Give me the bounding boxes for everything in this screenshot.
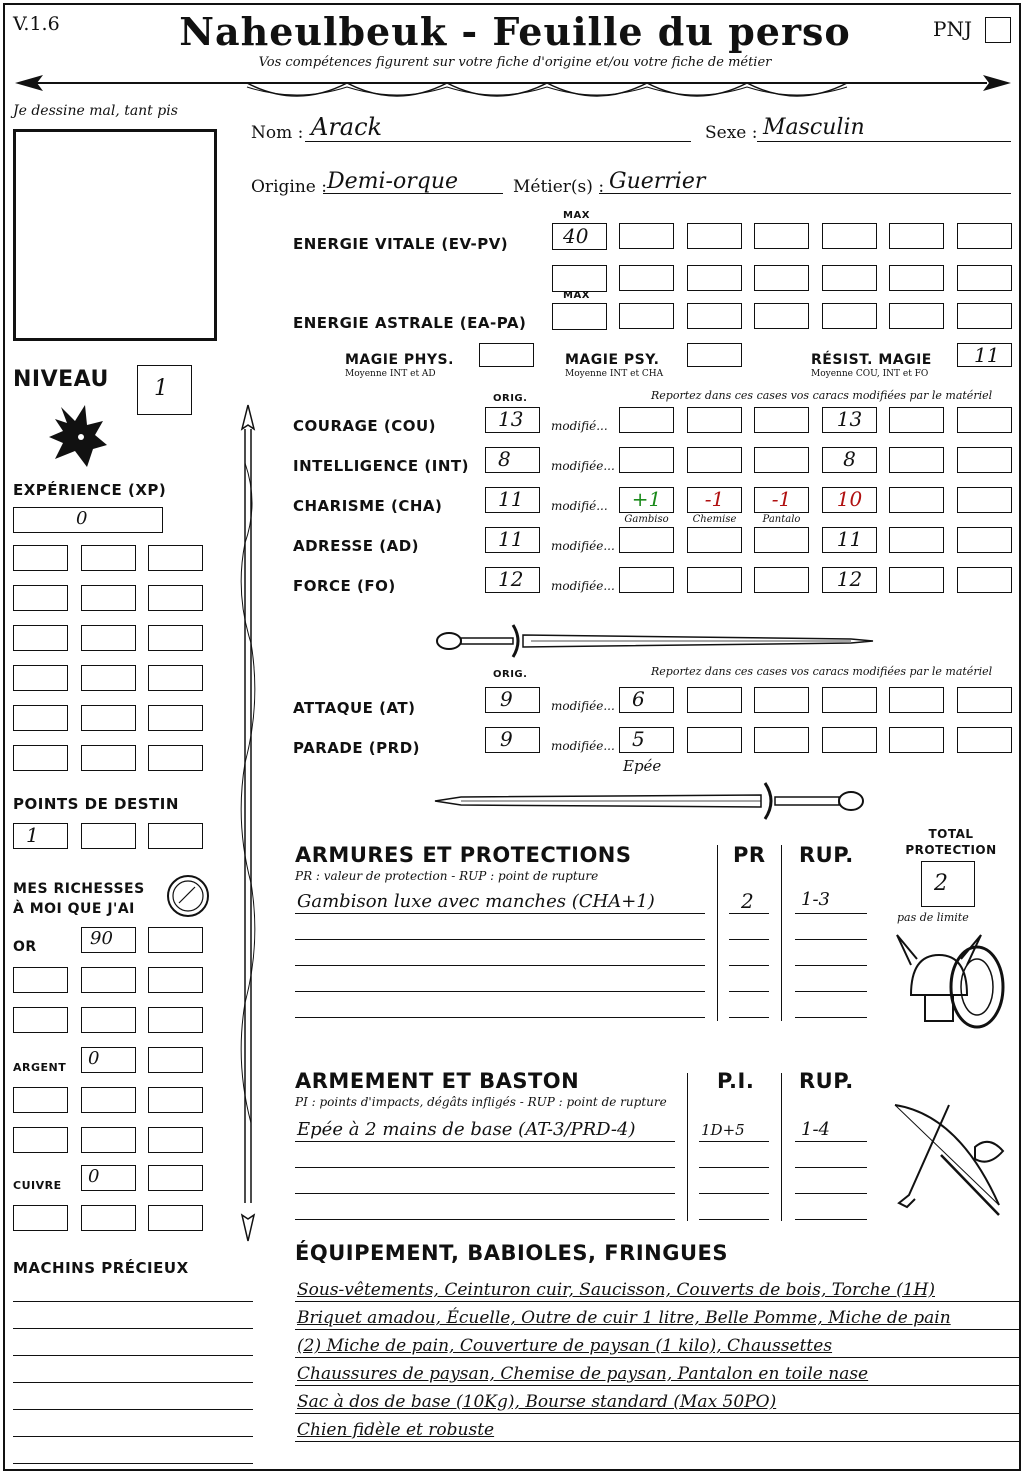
ea-max-box[interactable] <box>552 303 607 330</box>
portrait-box[interactable] <box>13 129 217 341</box>
stat-mod-box[interactable] <box>889 487 944 513</box>
stat-mod-box[interactable] <box>957 407 1012 433</box>
combat-mod-box[interactable]: 5 <box>619 727 674 753</box>
armures-title: ARMURES ET PROTECTIONS <box>295 843 632 867</box>
stat-modif-label: modifié... <box>551 499 608 513</box>
argent-box[interactable] <box>148 1087 203 1113</box>
ev-box[interactable] <box>889 265 944 291</box>
xp-box[interactable] <box>13 585 68 611</box>
or-box[interactable] <box>13 967 68 993</box>
equipement-item[interactable]: Sous-vêtements, Ceinturon cuir, Saucisson, Couverts de bois, Torche (1H) <box>297 1280 935 1300</box>
or-label: OR <box>13 939 37 955</box>
or-box[interactable] <box>148 1007 203 1033</box>
argent-box[interactable] <box>148 1127 203 1153</box>
total-protection-label: TOTAL <box>928 827 974 841</box>
xp-box[interactable] <box>81 705 136 731</box>
sexe-line <box>757 141 1011 142</box>
stat-modif-label: modifiée... <box>551 459 615 473</box>
argent-box[interactable] <box>148 1047 203 1073</box>
argent-box[interactable] <box>81 1127 136 1153</box>
destin-box[interactable]: 1 <box>13 823 68 849</box>
cuivre-box[interactable] <box>81 1205 136 1231</box>
machins-line[interactable] <box>13 1328 253 1329</box>
niveau-label: NIVEAU <box>13 367 109 392</box>
combat-mod-box[interactable] <box>889 687 944 713</box>
xp-box[interactable] <box>13 705 68 731</box>
arme-pi-line <box>699 1219 769 1220</box>
equipement-line <box>295 1301 1019 1302</box>
stat-orig-box[interactable]: 8 <box>485 447 540 473</box>
armure-name[interactable]: Gambison luxe avec manches (CHA+1) <box>297 891 655 912</box>
ev-box[interactable] <box>822 223 877 249</box>
equipement-item[interactable]: Chien fidèle et robuste <box>297 1420 495 1440</box>
pnj-checkbox[interactable] <box>985 17 1011 43</box>
argent-box[interactable] <box>13 1127 68 1153</box>
armure-pr-line <box>729 965 769 966</box>
sword-icon <box>431 621 875 661</box>
coin-icon <box>165 873 211 919</box>
machins-label: MACHINS PRÉCIEUX <box>13 1259 189 1277</box>
stat-orig-box[interactable]: 11 <box>485 527 540 553</box>
magie-phys-label: MAGIE PHYS. <box>345 352 454 368</box>
argent-box[interactable] <box>13 1087 68 1113</box>
stat-mod-box[interactable] <box>957 527 1012 553</box>
stat-label: ADRESSE (AD) <box>293 537 420 555</box>
or-box[interactable] <box>148 927 203 953</box>
combat-orig-box[interactable]: 9 <box>485 727 540 753</box>
stat-mod-box[interactable] <box>889 407 944 433</box>
armement-divider <box>687 1073 688 1221</box>
stat-mod-box[interactable] <box>889 567 944 593</box>
armure-line <box>295 991 705 992</box>
armement-divider <box>781 1073 782 1221</box>
arme-rup-line <box>795 1167 867 1168</box>
dragon-icon <box>41 397 111 471</box>
xp-box[interactable] <box>148 745 203 771</box>
armure-rup-line <box>795 991 867 992</box>
stats-orig-label: ORIG. <box>493 393 528 404</box>
equipement-item[interactable]: Chaussures de paysan, Chemise de paysan, Pantalon en toile nase <box>297 1364 869 1384</box>
arme-rup-line <box>795 1219 867 1220</box>
xp-box[interactable] <box>148 545 203 571</box>
or-box[interactable]: 90 <box>81 927 136 953</box>
resist-magie-sub: Moyenne COU, INT et FO <box>811 369 929 379</box>
ea-box[interactable] <box>687 303 742 329</box>
combat-mod-box[interactable] <box>754 727 809 753</box>
combat-mod-box[interactable] <box>957 687 1012 713</box>
xp-box[interactable] <box>13 545 68 571</box>
ev-box[interactable] <box>687 265 742 291</box>
armure-pr-line <box>729 913 769 914</box>
argent-label: ARGENT <box>13 1061 67 1074</box>
cuivre-box[interactable]: 0 <box>81 1165 136 1191</box>
equipement-line <box>295 1329 1019 1330</box>
combat-mod-box[interactable] <box>957 727 1012 753</box>
stat-mod-box[interactable] <box>754 567 809 593</box>
xp-box[interactable] <box>81 665 136 691</box>
armures-note: PR : valeur de protection - RUP : point de rupture <box>295 869 599 883</box>
machins-line[interactable] <box>13 1355 253 1356</box>
stat-mod-box[interactable] <box>619 567 674 593</box>
equipement-title: ÉQUIPEMENT, BABIOLES, FRINGUES <box>295 1241 728 1265</box>
stat-label: CHARISME (CHA) <box>293 497 443 515</box>
stat-mod-box[interactable]: 13 <box>822 407 877 433</box>
xp-box[interactable] <box>81 585 136 611</box>
ev-box[interactable] <box>957 265 1012 291</box>
combat-mod-box[interactable] <box>754 687 809 713</box>
arme-pi-line <box>699 1193 769 1194</box>
arme-pi[interactable]: 1D+5 <box>701 1121 745 1139</box>
stat-mod-box[interactable] <box>754 447 809 473</box>
stat-orig-box[interactable]: 12 <box>485 567 540 593</box>
ev-box[interactable] <box>754 223 809 249</box>
ev-box[interactable] <box>957 223 1012 249</box>
stat-mod-box[interactable] <box>619 407 674 433</box>
armure-rup-line <box>795 965 867 966</box>
nom-label: Nom : <box>251 123 304 143</box>
combat-modif-label: modifiée... <box>551 699 615 713</box>
stat-caption: Pantalo <box>762 514 801 525</box>
machins-line[interactable] <box>13 1436 253 1437</box>
stat-mod-box[interactable] <box>687 407 742 433</box>
equipement-line <box>295 1413 1019 1414</box>
xp-box[interactable] <box>13 625 68 651</box>
cuivre-label: CUIVRE <box>13 1179 62 1192</box>
stat-mod-box[interactable] <box>889 447 944 473</box>
stat-mod-box[interactable]: 8 <box>822 447 877 473</box>
stat-modif-label: modifiée... <box>551 539 615 553</box>
stat-mod-box[interactable] <box>889 527 944 553</box>
combat-modif-label: modifiée... <box>551 739 615 753</box>
armure-line <box>295 965 705 966</box>
armures-divider <box>781 845 782 1021</box>
magie-phys-sub: Moyenne INT et AD <box>345 369 436 379</box>
armure-pr-line <box>729 991 769 992</box>
ea-box[interactable] <box>619 303 674 329</box>
stat-orig-box[interactable]: 13 <box>485 407 540 433</box>
niveau-box[interactable]: 1 <box>137 365 192 415</box>
arme-name[interactable]: Epée à 2 mains de base (AT-3/PRD-4) <box>297 1119 636 1140</box>
xp-box[interactable] <box>13 665 68 691</box>
stat-mod-box[interactable]: -1 <box>687 487 742 513</box>
arme-rup[interactable]: 1-4 <box>801 1119 830 1140</box>
destin-box[interactable] <box>148 823 203 849</box>
armement-note: PI : points d'impacts, dégâts infligés - RUP : point de rupture <box>295 1095 667 1109</box>
armement-pi-label: P.I. <box>717 1069 755 1093</box>
ev-max-label: MAX <box>563 210 590 221</box>
stat-mod-box[interactable]: 11 <box>822 527 877 553</box>
xp-box[interactable] <box>148 665 203 691</box>
combat-report-note: Reportez dans ces cases vos caracs modifiées par le matériel <box>651 665 993 678</box>
combat-mod-box[interactable] <box>822 727 877 753</box>
ev-box[interactable] <box>619 265 674 291</box>
weapon-caption: Epée <box>623 757 662 775</box>
sexe-field[interactable]: Masculin <box>763 115 865 140</box>
ev-box[interactable] <box>889 223 944 249</box>
ev-label: ENERGIE VITALE (EV-PV) <box>293 235 509 253</box>
or-box[interactable] <box>148 967 203 993</box>
cuivre-box[interactable] <box>148 1165 203 1191</box>
magie-psy-sub: Moyenne INT et CHA <box>565 369 664 379</box>
xp-box[interactable] <box>81 625 136 651</box>
equipement-item[interactable]: Sac à dos de base (10Kg), Bourse standard (Max 50PO) <box>297 1392 777 1412</box>
armure-line <box>295 913 705 914</box>
machins-line[interactable] <box>13 1382 253 1383</box>
stat-label: INTELLIGENCE (INT) <box>293 457 469 475</box>
armures-rup-label: RUP. <box>799 843 854 867</box>
arme-line <box>295 1141 675 1142</box>
combat-label: PARADE (PRD) <box>293 739 421 757</box>
argent-box[interactable]: 0 <box>81 1047 136 1073</box>
combat-orig-box[interactable]: 9 <box>485 687 540 713</box>
xp-box[interactable] <box>81 545 136 571</box>
spear-icon <box>233 403 263 1243</box>
argent-box[interactable] <box>81 1087 136 1113</box>
arme-rup-line <box>795 1193 867 1194</box>
ea-box[interactable] <box>957 303 1012 329</box>
ev-box[interactable] <box>552 265 607 292</box>
stat-orig-box[interactable]: 11 <box>485 487 540 513</box>
stat-mod-box[interactable]: -1 <box>754 487 809 513</box>
armure-rup-line <box>795 1017 867 1018</box>
or-box[interactable] <box>81 967 136 993</box>
richesses-label: MES RICHESSES <box>13 881 145 897</box>
armement-rup-label: RUP. <box>799 1069 854 1093</box>
ea-box[interactable] <box>754 303 809 329</box>
xp-box[interactable] <box>81 745 136 771</box>
destin-label: POINTS DE DESTIN <box>13 795 179 813</box>
combat-mod-box[interactable] <box>687 687 742 713</box>
magie-phys-box[interactable] <box>479 343 534 367</box>
combat-mod-box[interactable]: 6 <box>619 687 674 713</box>
total-protection-box[interactable]: 2 <box>921 861 975 907</box>
armure-line <box>295 1017 705 1018</box>
no-limit-note: pas de limite <box>897 911 969 924</box>
resist-magie-box[interactable]: 11 <box>957 343 1012 367</box>
stat-caption: Gambiso <box>624 514 669 525</box>
machins-line[interactable] <box>13 1301 253 1302</box>
stat-mod-box[interactable] <box>619 447 674 473</box>
ev-box[interactable] <box>619 223 674 249</box>
xp-box[interactable]: 0 <box>13 507 163 533</box>
or-box[interactable] <box>81 1007 136 1033</box>
xp-label: EXPÉRIENCE (XP) <box>13 481 167 499</box>
stat-mod-box[interactable] <box>957 487 1012 513</box>
equipement-line <box>295 1385 1019 1386</box>
combat-mod-box[interactable] <box>889 727 944 753</box>
origine-label: Origine : <box>251 177 327 197</box>
combat-label: ATTAQUE (AT) <box>293 699 416 717</box>
destin-box[interactable] <box>81 823 136 849</box>
armures-pr-label: PR <box>733 843 766 867</box>
magie-psy-label: MAGIE PSY. <box>565 352 660 368</box>
combat-mod-box[interactable] <box>822 687 877 713</box>
or-box[interactable] <box>13 1007 68 1033</box>
ev-max-box[interactable]: 40 <box>552 223 607 250</box>
arme-rup-line <box>795 1141 867 1142</box>
stat-mod-box[interactable] <box>957 567 1012 593</box>
xp-box[interactable] <box>13 745 68 771</box>
magie-psy-box[interactable] <box>687 343 742 367</box>
armure-pr-line <box>729 939 769 940</box>
armure-line <box>295 939 705 940</box>
stat-mod-box[interactable]: 12 <box>822 567 877 593</box>
arme-line <box>295 1167 675 1168</box>
helmet-shield-icon <box>891 925 1009 1035</box>
stat-mod-box[interactable] <box>619 527 674 553</box>
metier-field[interactable]: Guerrier <box>609 169 706 194</box>
stat-mod-box[interactable] <box>754 407 809 433</box>
ea-box[interactable] <box>889 303 944 329</box>
sexe-label: Sexe : <box>705 123 758 143</box>
richesses-label-2: À MOI QUE J'AI <box>13 901 135 917</box>
stat-mod-box[interactable]: 10 <box>822 487 877 513</box>
cuivre-box[interactable] <box>13 1205 68 1231</box>
version-label: V.1.6 <box>13 13 60 35</box>
stat-modif-label: modifié... <box>551 419 608 433</box>
metier-label: Métier(s) : <box>513 177 605 197</box>
ea-max-label: MAX <box>563 290 590 301</box>
sheet-subtitle: Vos compétences figurent sur votre fiche d'origine et/ou votre fiche de métier <box>258 55 772 70</box>
stats-report-note: Reportez dans ces cases vos caracs modifiées par le matériel <box>651 389 993 402</box>
stat-modif-label: modifiée... <box>551 579 615 593</box>
xp-box[interactable] <box>148 585 203 611</box>
stat-mod-box[interactable] <box>754 527 809 553</box>
equipement-item[interactable]: Briquet amadou, Écuelle, Outre de cuir 1 litre, Belle Pomme, Miche de pain <box>297 1308 951 1328</box>
stat-caption: Chemise <box>692 514 737 525</box>
arme-line <box>295 1193 675 1194</box>
ev-box[interactable] <box>687 223 742 249</box>
stat-mod-box[interactable] <box>957 447 1012 473</box>
stat-label: FORCE (FO) <box>293 577 396 595</box>
nom-line <box>305 141 691 142</box>
ea-label: ENERGIE ASTRALE (EA-PA) <box>293 314 527 332</box>
stat-mod-box[interactable]: +1 <box>619 487 674 513</box>
stat-mod-box[interactable] <box>687 447 742 473</box>
resist-magie-label: RÉSIST. MAGIE <box>811 352 932 368</box>
sword-icon <box>431 779 875 823</box>
total-protection-label-2: PROTECTION <box>905 843 997 857</box>
arme-pi-line <box>699 1167 769 1168</box>
character-sheet <box>3 3 1021 1471</box>
arme-pi-line <box>699 1141 769 1142</box>
ea-box[interactable] <box>822 303 877 329</box>
portrait-label: Je dessine mal, tant pis <box>13 103 178 119</box>
xp-box[interactable] <box>148 705 203 731</box>
stat-label: COURAGE (COU) <box>293 417 437 435</box>
nom-field[interactable]: Arack <box>311 113 383 141</box>
armure-pr[interactable]: 2 <box>741 889 754 913</box>
armures-divider <box>717 845 718 1021</box>
pnj-label: PNJ <box>933 17 972 41</box>
arme-line <box>295 1219 675 1220</box>
armure-rup[interactable]: 1-3 <box>801 889 830 910</box>
ev-box[interactable] <box>822 265 877 291</box>
armure-rup-line <box>795 913 867 914</box>
machins-line[interactable] <box>13 1409 253 1410</box>
armure-pr-line <box>729 1017 769 1018</box>
xp-box[interactable] <box>148 625 203 651</box>
armure-rup-line <box>795 939 867 940</box>
stat-mod-box[interactable] <box>687 527 742 553</box>
origine-field[interactable]: Demi-orque <box>327 169 459 194</box>
equipement-line <box>295 1441 1019 1442</box>
weapons-icon <box>889 1095 1011 1225</box>
sheet-title: Naheulbeuk - Feuille du perso <box>179 9 851 54</box>
equipement-item[interactable]: (2) Miche de pain, Couverture de paysan (1 kilo), Chaussettes <box>297 1336 833 1356</box>
combat-orig-label: ORIG. <box>493 669 528 680</box>
stat-mod-box[interactable] <box>687 567 742 593</box>
ev-box[interactable] <box>754 265 809 291</box>
armement-title: ARMEMENT ET BASTON <box>295 1069 580 1093</box>
equipement-line <box>295 1357 1019 1358</box>
cuivre-box[interactable] <box>148 1205 203 1231</box>
combat-mod-box[interactable] <box>687 727 742 753</box>
machins-line[interactable] <box>13 1463 253 1464</box>
